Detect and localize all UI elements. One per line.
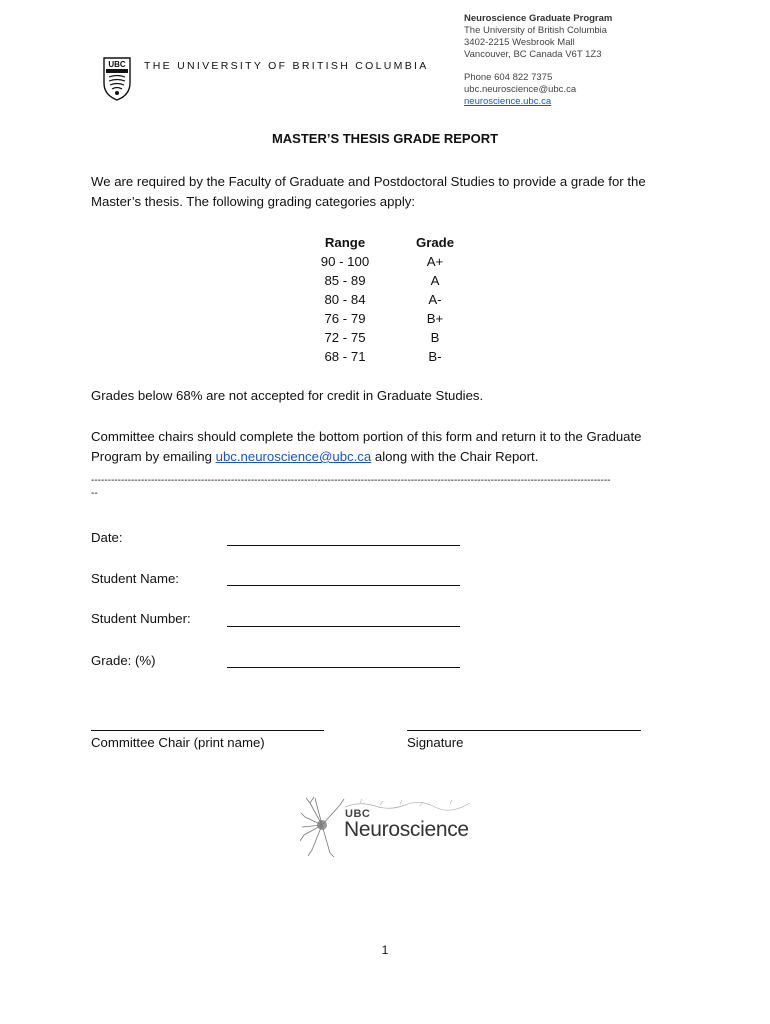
table-row (300, 309, 480, 328)
instructions-text: Committee chairs should complete the bottom portion of this form and return it to the Graduate Program by emailing (91, 429, 642, 464)
website-link[interactable]: neuroscience.ubc.ca (464, 96, 552, 107)
page-title: MASTER’S THESIS GRADE REPORT (271, 131, 499, 146)
range-cell: 76 - 79 (324, 311, 366, 326)
grade-table (300, 233, 480, 366)
table-row (300, 252, 480, 271)
instructions-text-end: along with the Chair Report. (371, 449, 539, 464)
address-line-1: The University of British Columbia (464, 25, 608, 36)
program-name: Neuroscience Graduate Program (464, 13, 613, 24)
range-cell: 90 - 100 (320, 254, 370, 269)
grade-cell: B- (428, 349, 442, 364)
student-name-field[interactable] (227, 585, 460, 586)
range-cell: 80 - 84 (324, 292, 366, 307)
committee-chair-field[interactable] (91, 730, 324, 731)
student-number-field[interactable] (227, 626, 460, 627)
address-line-3: Vancouver, BC Canada V6T 1Z3 (464, 49, 602, 60)
table-header-row (300, 233, 480, 252)
signature-label: Signature (407, 735, 464, 750)
table-row (300, 347, 480, 366)
address-line-2: 3402-2215 Wesbrook Mall (464, 37, 575, 48)
separator-dashes: ------------------------------------------------------------------------------------------------------------------------------------------------------------ (91, 475, 611, 486)
grade-cell: A (430, 273, 440, 288)
footer-logo-neuroscience: Neuroscience (344, 818, 469, 841)
grade-header: Grade (415, 235, 455, 250)
range-cell: 85 - 89 (324, 273, 366, 288)
page-number: 1 (381, 943, 389, 957)
range-cell: 68 - 71 (324, 349, 366, 364)
grade-threshold-note: Grades below 68% are not accepted for credit in Graduate Studies. (91, 388, 484, 403)
university-name: THE UNIVERSITY OF BRITISH COLUMBIA (144, 60, 429, 72)
crest-text: UBC (108, 60, 126, 69)
grade-cell: A+ (426, 254, 444, 269)
intro-paragraph: We are required by the Faculty of Graduate and Postdoctoral Studies to provide a grade for the Master’s thesis. The following grading categories apply: (91, 174, 646, 209)
committee-chair-label: Committee Chair (print name) (91, 735, 265, 750)
email-link[interactable]: ubc.neuroscience@ubc.ca (215, 449, 372, 464)
signature-field[interactable] (407, 730, 641, 731)
grade-cell: A- (428, 292, 442, 307)
grade-field[interactable] (227, 667, 460, 668)
contact-email: ubc.neuroscience@ubc.ca (464, 84, 577, 95)
student-name-label: Student Name: (91, 571, 179, 586)
footer-logo-ubc: UBC (345, 808, 371, 820)
separator-tail: -- (91, 488, 98, 499)
grade-cell: B (430, 330, 440, 345)
table-row (300, 271, 480, 290)
table-row (300, 290, 480, 309)
instructions-paragraph (91, 427, 691, 467)
table-row (300, 328, 480, 347)
phone-number: Phone 604 822 7375 (464, 72, 553, 83)
ubc-crest-logo (103, 57, 131, 101)
department-address (464, 13, 612, 108)
range-header: Range (324, 235, 366, 250)
date-label: Date: (91, 530, 123, 545)
range-cell: 72 - 75 (324, 330, 366, 345)
grade-cell: B+ (426, 311, 444, 326)
student-number-label: Student Number: (91, 611, 191, 626)
date-field[interactable] (227, 545, 460, 546)
grade-label: Grade: (%) (91, 653, 156, 668)
